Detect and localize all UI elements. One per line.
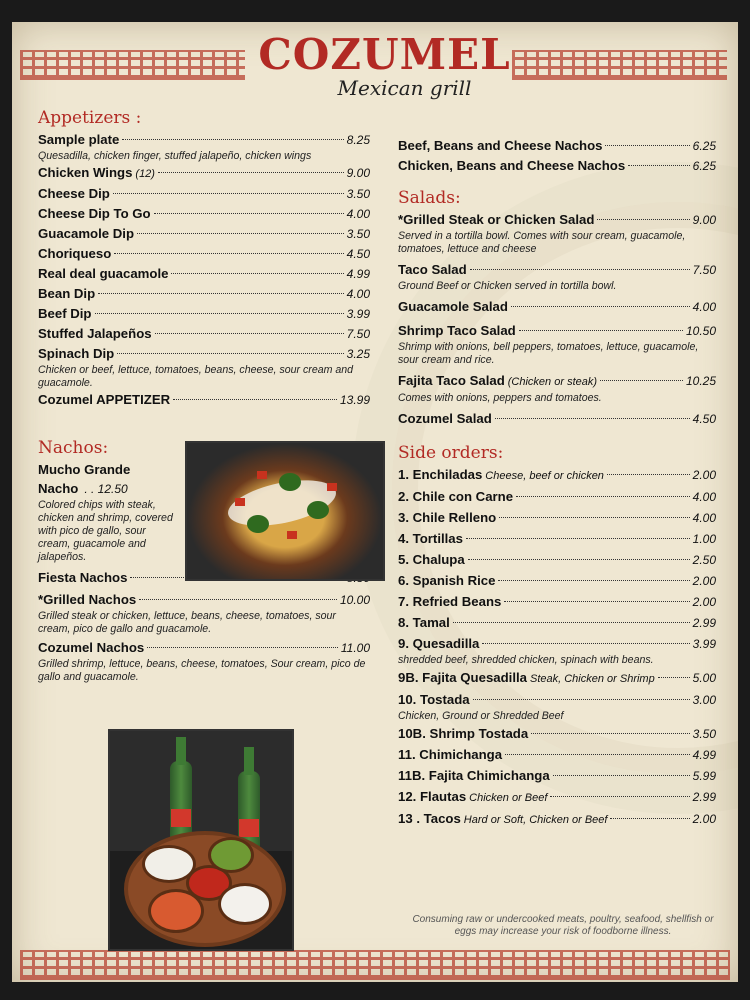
item-description: Quesadilla, chicken finger, stuffed jalapeño, chicken wings <box>38 150 312 162</box>
menu-item <box>38 184 370 204</box>
leader-dots <box>495 418 690 419</box>
logo-main-text: COZUMEL <box>258 30 511 79</box>
item-name: 7. Refried Beans <box>398 594 502 609</box>
item-price: 6.25 <box>692 139 716 153</box>
leader-dots <box>531 733 689 734</box>
decorative-border-bottom <box>20 950 730 980</box>
item-price: 3.00 <box>692 693 716 707</box>
appetizer-list <box>38 130 370 410</box>
menu-item <box>38 590 370 636</box>
leader-dots <box>498 580 689 581</box>
item-price: . . 12.50 <box>84 482 128 496</box>
leader-dots <box>453 622 690 623</box>
leader-dots <box>98 293 343 294</box>
leader-dots <box>505 754 690 755</box>
item-name: 5. Chalupa <box>398 552 465 567</box>
item-description: shredded beef, shredded chicken, spinach with beans. <box>398 654 654 666</box>
item-name: Guacamole Salad <box>398 299 508 314</box>
menu-item <box>398 690 716 723</box>
item-name: Chicken, Beans and Cheese Nachos <box>398 158 626 173</box>
menu-item <box>398 321 716 367</box>
item-price: 10.25 <box>685 374 716 388</box>
menu-item <box>38 638 370 684</box>
menu-item <box>398 745 716 765</box>
leader-dots <box>482 643 689 644</box>
item-price: 3.99 <box>692 637 716 651</box>
leader-dots <box>173 399 337 400</box>
item-name: Mucho Grande <box>38 462 131 477</box>
item-name: Guacamole Dip <box>38 226 135 241</box>
item-name: 10. Tostada <box>398 692 470 707</box>
item-detail: Steak, Chicken or Shrimp <box>530 673 655 685</box>
item-price: 4.99 <box>692 748 716 762</box>
item-name: Spinach Dip <box>38 346 115 361</box>
leader-dots <box>466 538 690 539</box>
item-price: 4.00 <box>692 490 716 504</box>
item-price: 3.50 <box>692 727 716 741</box>
leader-dots <box>658 677 690 678</box>
menu-item <box>398 136 716 156</box>
leader-dots <box>550 796 689 797</box>
item-name: Sample plate <box>38 132 120 147</box>
item-name: 11. Chimichanga <box>398 747 503 762</box>
item-price: 8.25 <box>346 133 370 147</box>
menu-item <box>398 210 716 256</box>
item-name: 4. Tortillas <box>398 531 463 546</box>
item-price: 1.00 <box>692 532 716 546</box>
item-name: 12. Flautas <box>398 789 467 804</box>
item-name: Stuffed Jalapeños <box>38 326 152 341</box>
item-price: 4.00 <box>346 207 370 221</box>
item-price: 2.50 <box>692 553 716 567</box>
item-name: Bean Dip <box>38 286 96 301</box>
leader-dots <box>473 699 690 700</box>
menu-item <box>398 787 716 808</box>
menu-item <box>398 409 716 429</box>
menu-item <box>398 260 716 293</box>
leader-dots <box>470 269 690 270</box>
side-orders-list <box>398 465 716 830</box>
item-description: Comes with onions, peppers and tomatoes. <box>398 392 602 404</box>
salads-title: Salads: <box>398 188 461 208</box>
left-column <box>38 108 370 686</box>
item-name: 3. Chile Relleno <box>398 510 497 525</box>
item-name: 9B. Fajita Quesadilla <box>398 670 527 685</box>
item-name: 2. Chile con Carne <box>398 489 514 504</box>
menu-item <box>38 390 370 410</box>
item-name: Fajita Taco Salad <box>398 373 505 388</box>
item-name: Cozumel Nachos <box>38 640 145 655</box>
item-description: Shrimp with onions, bell peppers, tomatoes, lettuce, guacamole, sour cream and rice. <box>398 341 699 366</box>
salads-list <box>398 210 716 429</box>
nachos-list <box>38 568 370 684</box>
item-price: 9.00 <box>692 213 716 227</box>
item-name: 10B. Shrimp Tostada <box>398 726 529 741</box>
item-price: 11.00 <box>340 641 370 655</box>
item-name: 1. Enchiladas <box>398 467 483 482</box>
nachos-title: Nachos: <box>38 438 109 458</box>
item-name: Nacho <box>38 481 79 496</box>
item-name: *Grilled Nachos <box>38 592 137 607</box>
menu-item <box>398 766 716 786</box>
right-column <box>398 136 716 831</box>
item-price: 13.99 <box>339 393 370 407</box>
menu-item <box>398 156 716 176</box>
item-name: 13 . Tacos <box>398 811 461 826</box>
item-detail: (12) <box>135 168 155 180</box>
item-name: Beef Dip <box>38 306 92 321</box>
item-description: Served in a tortilla bowl. Comes with sour cream, guacamole, tomatoes, lettuce and cheese <box>398 230 686 255</box>
leader-dots <box>468 559 690 560</box>
item-name: Real deal guacamole <box>38 266 169 281</box>
leader-dots <box>122 139 343 140</box>
leader-dots <box>519 330 683 331</box>
item-price: 4.99 <box>346 267 370 281</box>
menu-item <box>38 284 370 304</box>
menu-item <box>398 592 716 612</box>
item-description: Chicken or beef, lettuce, tomatoes, beans, cheese, sour cream and guacamole. <box>38 364 354 389</box>
item-price: 3.50 <box>346 227 370 241</box>
item-name: Beef, Beans and Cheese Nachos <box>398 138 603 153</box>
side-orders-title: Side orders: <box>398 443 504 463</box>
item-name: *Grilled Steak or Chicken Salad <box>398 212 595 227</box>
item-price: 3.99 <box>346 307 370 321</box>
leader-dots <box>628 165 689 166</box>
item-description: Grilled shrimp, lettuce, beans, cheese, tomatoes, Sour cream, pico de gallo and guacamole. <box>38 658 366 683</box>
leader-dots <box>154 213 344 214</box>
leader-dots <box>114 253 343 254</box>
item-detail: Hard or Soft, Chicken or Beef <box>463 814 608 826</box>
menu-item <box>398 371 716 405</box>
item-price: 2.00 <box>692 574 716 588</box>
item-price: 4.00 <box>692 511 716 525</box>
item-price: 5.00 <box>692 671 716 685</box>
menu-item <box>38 224 370 244</box>
nachos-continued-list <box>398 136 716 176</box>
item-name: Cozumel APPETIZER <box>38 392 171 407</box>
menu-item <box>38 264 370 284</box>
menu-item <box>398 634 716 667</box>
menu-item <box>38 244 370 264</box>
menu-item <box>38 204 370 224</box>
leader-dots <box>137 233 344 234</box>
item-price: 7.50 <box>692 263 716 277</box>
menu-item <box>398 508 716 528</box>
menu-item <box>398 465 716 486</box>
item-price: 10.00 <box>339 593 370 607</box>
menu-item <box>398 724 716 744</box>
item-price: 3.25 <box>346 347 370 361</box>
item-price: 10.50 <box>685 324 716 338</box>
mucho-grande-item <box>38 460 188 564</box>
leader-dots <box>95 313 344 314</box>
leader-dots <box>597 219 689 220</box>
restaurant-logo <box>257 30 512 100</box>
item-description: Chicken, Ground or Shredded Beef <box>398 710 564 722</box>
logo-subtitle: Mexican grill <box>337 76 472 100</box>
menu-item <box>398 297 716 317</box>
item-name: 8. Tamal <box>398 615 450 630</box>
menu-item <box>398 809 716 830</box>
menu-item <box>398 487 716 507</box>
item-price: 4.50 <box>692 412 716 426</box>
leader-dots <box>511 306 690 307</box>
menu-item <box>38 324 370 344</box>
decorative-border-top-left <box>20 50 245 80</box>
item-detail: Chicken or Beef <box>469 792 548 804</box>
item-price: 2.00 <box>692 468 716 482</box>
leader-dots <box>553 775 690 776</box>
nachos-photo <box>185 441 385 581</box>
menu-item <box>38 304 370 324</box>
leader-dots <box>155 333 344 334</box>
leader-dots <box>504 601 689 602</box>
leader-dots <box>158 172 344 173</box>
item-price: 6.25 <box>692 159 716 173</box>
leader-dots <box>499 517 689 518</box>
menu-item <box>398 668 716 689</box>
item-price: 2.99 <box>692 790 716 804</box>
leader-dots <box>113 193 344 194</box>
item-price: 5.99 <box>692 769 716 783</box>
leader-dots <box>516 496 690 497</box>
item-description: Grilled steak or chicken, lettuce, beans, cheese, tomatoes, sour cream, pico de gallo and guacamole. <box>38 610 336 635</box>
menu-item <box>398 571 716 591</box>
item-price: 2.00 <box>692 812 716 826</box>
item-price: 2.99 <box>692 616 716 630</box>
leader-dots <box>600 380 683 381</box>
item-name: Cheese Dip To Go <box>38 206 151 221</box>
item-price: 2.00 <box>692 595 716 609</box>
item-detail: (Chicken or steak) <box>507 376 598 388</box>
menu-item <box>38 163 370 184</box>
item-name: Chicken Wings <box>38 165 133 180</box>
item-price: 7.50 <box>346 327 370 341</box>
item-name: Cozumel Salad <box>398 411 492 426</box>
item-description: Colored chips with steak, chicken and shrimp, covered with pico de gallo, sour cream, guacamole and jalapeños. <box>38 499 173 563</box>
leader-dots <box>605 145 689 146</box>
leader-dots <box>147 647 338 648</box>
item-price: 4.00 <box>346 287 370 301</box>
item-price: 4.00 <box>692 300 716 314</box>
item-price: 3.50 <box>346 187 370 201</box>
menu-page <box>12 22 738 982</box>
menu-item <box>398 550 716 570</box>
menu-item <box>398 529 716 549</box>
menu-item <box>38 130 370 163</box>
menu-item <box>398 613 716 633</box>
leader-dots <box>139 599 337 600</box>
item-description: Ground Beef or Chicken served in tortilla bowl. <box>398 280 617 292</box>
leader-dots <box>610 818 689 819</box>
item-price: 4.50 <box>346 247 370 261</box>
leader-dots <box>607 474 690 475</box>
item-name: Shrimp Taco Salad <box>398 323 516 338</box>
item-name: Fiesta Nachos <box>38 570 128 585</box>
item-name: 6. Spanish Rice <box>398 573 496 588</box>
leader-dots <box>117 353 343 354</box>
item-detail: Cheese, beef or chicken <box>485 470 604 482</box>
menu-item <box>38 344 370 390</box>
leader-dots <box>171 273 343 274</box>
food-safety-notice: Consuming raw or undercooked meats, poultry, seafood, shellfish or eggs may increase your risk of foodborne illness. <box>412 914 714 937</box>
drinks-and-dips-photo <box>108 729 294 951</box>
item-name: Choriqueso <box>38 246 112 261</box>
item-name: Cheese Dip <box>38 186 110 201</box>
appetizers-title: Appetizers : <box>38 108 142 128</box>
item-name: Taco Salad <box>398 262 467 277</box>
item-name: 9. Quesadilla <box>398 636 480 651</box>
item-name: 11B. Fajita Chimichanga <box>398 768 550 783</box>
decorative-border-top-right <box>512 50 727 80</box>
item-price: 9.00 <box>346 166 370 180</box>
